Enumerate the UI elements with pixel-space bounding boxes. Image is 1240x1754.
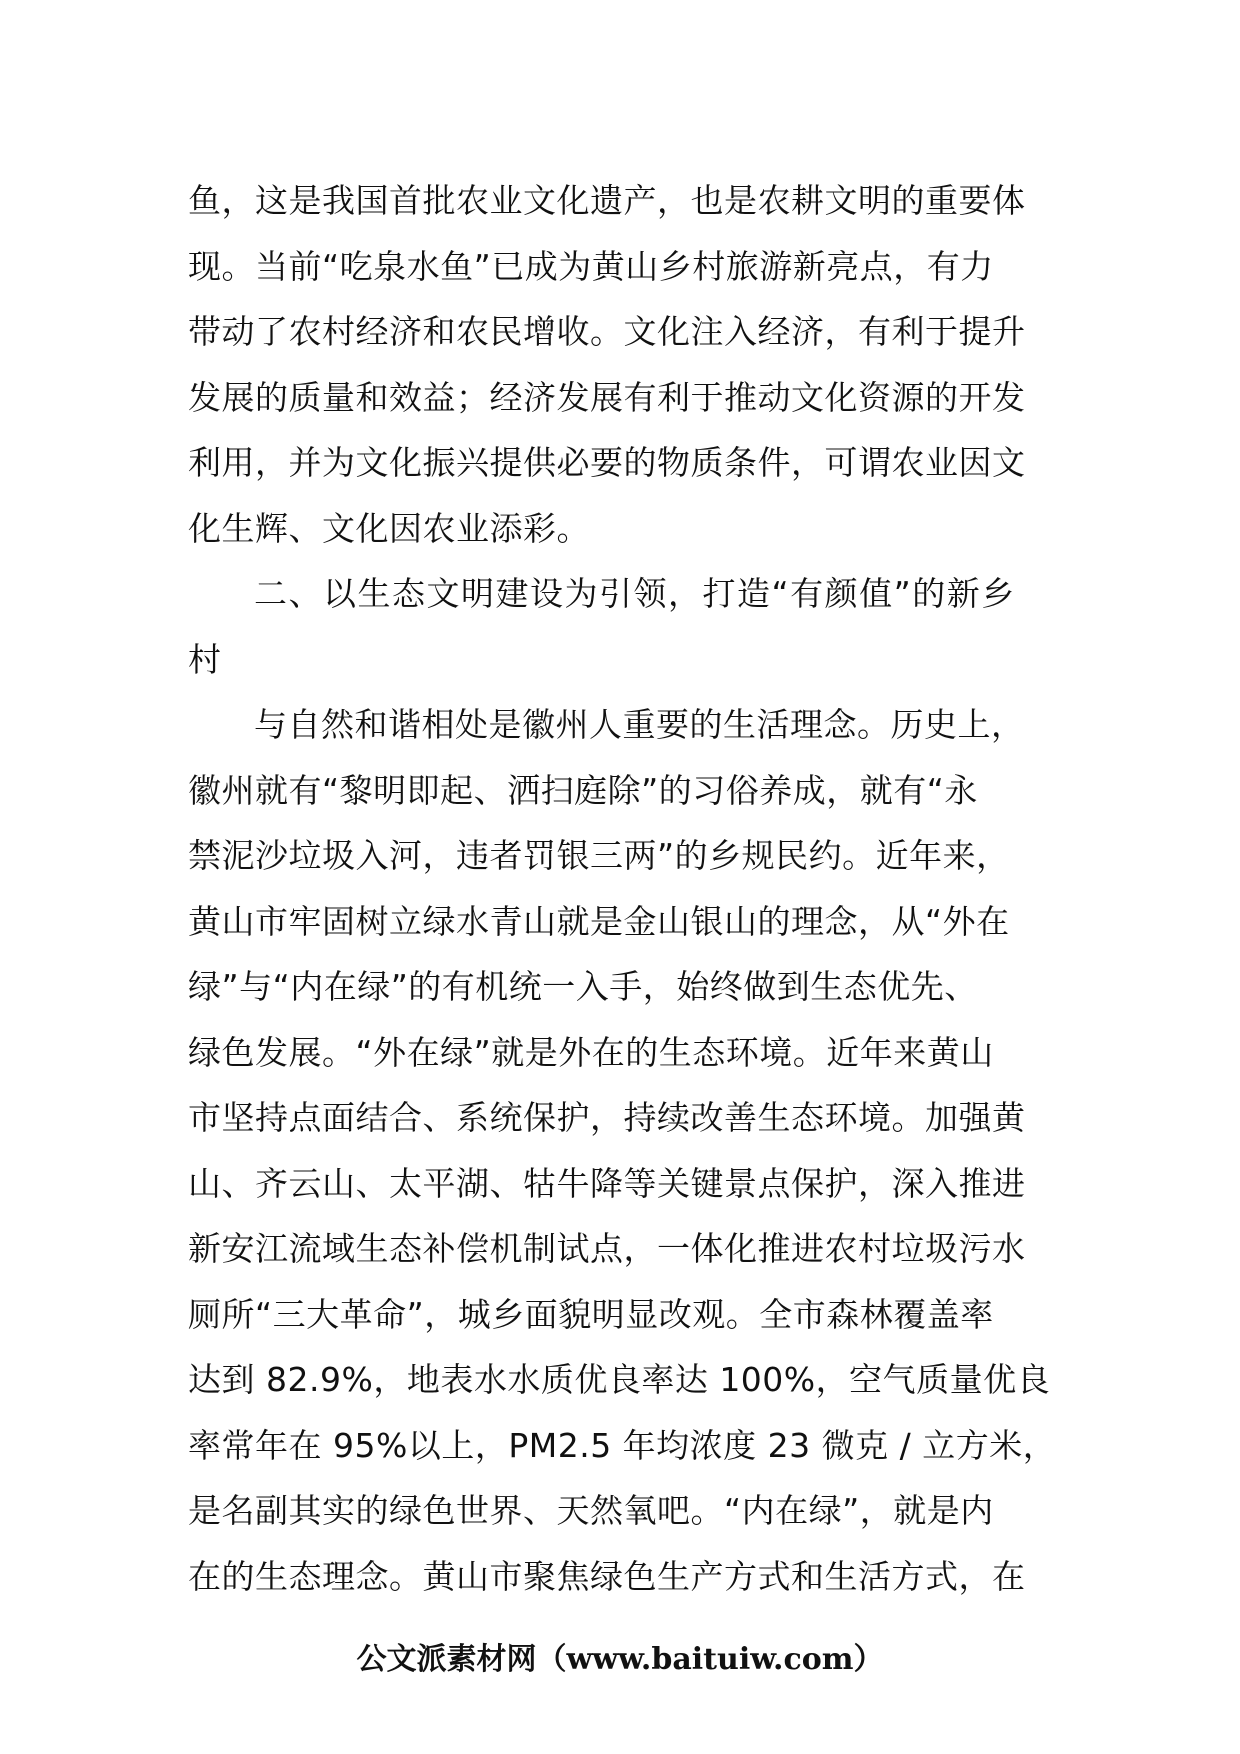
document-body bbox=[188, 168, 1058, 1609]
heading-line: 村 bbox=[188, 639, 223, 679]
text-line: 化生辉、文化因农业添彩。 bbox=[188, 508, 590, 548]
text-line: 在的生态理念。黄山市聚焦绿色生产方式和生活方式，在 bbox=[188, 1556, 1026, 1596]
text-line: 徽州就有“黎明即起、洒扫庭除”的习俗养成，就有“永 bbox=[188, 770, 978, 810]
text-line: 绿”与“内在绿”的有机统一入手，始终做到生态优先、 bbox=[188, 967, 978, 1006]
page-footer: 公文派素材网（www.baituiw.com） bbox=[356, 1642, 884, 1677]
text-line: 山、齐云山、太平湖、牯牛降等关键景点保护，深入推进 bbox=[188, 1163, 1026, 1203]
text-line: 利用，并为文化振兴提供必要的物质条件，可谓农业因文 bbox=[188, 443, 1026, 482]
text-line: 现。当前“吃泉水鱼”已成为黄山乡村旅游新亮点，有力 bbox=[188, 246, 994, 286]
section-heading bbox=[188, 561, 1058, 692]
text-line: 带动了农村经济和农民增收。文化注入经济，有利于提升 bbox=[188, 312, 1026, 351]
text-line: 率常年在 95%以上，PM2.5 年均浓度 23 微克 / 立方米， bbox=[188, 1425, 1057, 1465]
text-line: 绿色发展。“外在绿”就是外在的生态环境。近年来黄山 bbox=[188, 1032, 994, 1072]
text-line: 发展的质量和效益；经济发展有利于推动文化资源的开发 bbox=[188, 377, 1026, 417]
text-line: 黄山市牢固树立绿水青山就是金山银山的理念，从“外在 bbox=[188, 901, 1010, 941]
text-line: 鱼，这是我国首批农业文化遗产，也是农耕文明的重要体 bbox=[188, 181, 1026, 220]
text-line: 市坚持点面结合、系统保护，持续改善生态环境。加强黄 bbox=[188, 1098, 1026, 1137]
text-line: 禁泥沙垃圾入河，违者罚银三两”的乡规民约。近年来， bbox=[188, 836, 1010, 875]
text-line: 新安江流域生态补偿机制试点，一体化推进农村垃圾污水 bbox=[188, 1229, 1026, 1268]
text-line: 与自然和谐相处是徽州人重要的生活理念。历史上， bbox=[254, 705, 1025, 744]
paragraph bbox=[188, 168, 1058, 561]
heading-line: 二、以生态文明建设为引领，打造“有颜值”的新乡 bbox=[254, 574, 1016, 613]
text-line: 是名副其实的绿色世界、天然氧吧。“内在绿”，就是内 bbox=[188, 1491, 994, 1530]
text-line: 厕所“三大革命”，城乡面貌明显改观。全市森林覆盖率 bbox=[188, 1294, 994, 1334]
paragraph bbox=[188, 692, 1058, 1609]
text-line: 达到 82.9%，地表水水质优良率达 100%，空气质量优良 bbox=[188, 1360, 1051, 1399]
